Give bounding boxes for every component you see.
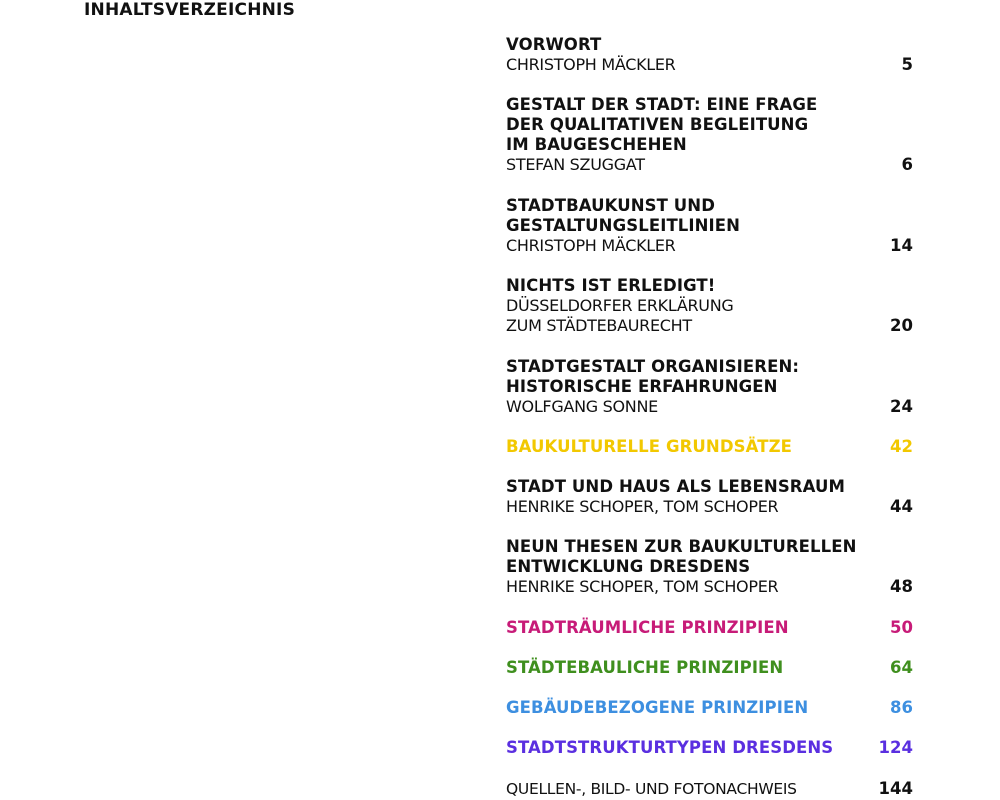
toc-entry-title: GEBÄUDEBEZOGENE PRINZIPIEN bbox=[506, 698, 809, 717]
toc-entry-title: NEUN THESEN ZUR BAUKULTURELLEN bbox=[506, 537, 857, 556]
toc-entry-page-number: 86 bbox=[890, 698, 913, 717]
toc-entry-page-number: 64 bbox=[890, 658, 913, 677]
toc-entry-title: BAUKULTURELLE GRUNDSÄTZE bbox=[506, 437, 793, 456]
toc-entry[interactable] bbox=[506, 437, 913, 457]
toc-entry-page-number: 124 bbox=[878, 738, 913, 757]
toc-entry-title: STADTBAUKUNST UND bbox=[506, 196, 716, 215]
toc-entry-title: IM BAUGESCHEHEN bbox=[506, 135, 687, 154]
toc-entry-author: HENRIKE SCHOPER, TOM SCHOPER bbox=[506, 577, 779, 596]
toc-entry[interactable] bbox=[506, 738, 913, 758]
toc-entry-page-number: 14 bbox=[890, 236, 913, 255]
toc-entry[interactable] bbox=[506, 618, 913, 638]
page-heading: INHALTSVERZEICHNIS bbox=[84, 0, 296, 20]
toc-entry[interactable] bbox=[506, 779, 913, 799]
toc-entry-page-number: 6 bbox=[901, 155, 913, 174]
toc-entry[interactable] bbox=[506, 95, 913, 175]
toc-entry[interactable] bbox=[506, 698, 913, 718]
toc-entry-title: ENTWICKLUNG DRESDENS bbox=[506, 557, 751, 576]
toc-entry-page-number: 44 bbox=[890, 497, 913, 516]
toc-entry-title: HISTORISCHE ERFAHRUNGEN bbox=[506, 377, 778, 396]
toc-entry[interactable] bbox=[506, 35, 913, 75]
toc-entry[interactable] bbox=[506, 477, 913, 517]
toc-entry-page-number: 20 bbox=[890, 316, 913, 335]
toc-entry[interactable] bbox=[506, 537, 913, 597]
toc-entry-page-number: 24 bbox=[890, 397, 913, 416]
toc-entry-title: STADT UND HAUS ALS LEBENSRAUM bbox=[506, 477, 845, 496]
toc-entry[interactable] bbox=[506, 357, 913, 417]
toc-entry-page-number: 42 bbox=[890, 437, 913, 456]
toc-entry-author: QUELLEN-, BILD- UND FOTONACHWEIS bbox=[506, 780, 797, 798]
toc-entry-title: NICHTS IST ERLEDIGT! bbox=[506, 276, 716, 295]
toc-entry-title: STADTGESTALT ORGANISIEREN: bbox=[506, 357, 800, 376]
toc-entry-title: STADTSTRUKTURTYPEN DRESDENS bbox=[506, 738, 834, 757]
toc-entry-author: WOLFGANG SONNE bbox=[506, 397, 658, 416]
toc-entry[interactable] bbox=[506, 658, 913, 678]
toc-entry-author: CHRISTOPH MÄCKLER bbox=[506, 236, 676, 255]
toc-entry-title: STÄDTEBAULICHE PRINZIPIEN bbox=[506, 658, 784, 677]
toc-entry-title: DER QUALITATIVEN BEGLEITUNG bbox=[506, 115, 809, 134]
toc-entry-page-number: 5 bbox=[901, 55, 913, 74]
toc-entry[interactable] bbox=[506, 196, 913, 256]
toc-entry-author: HENRIKE SCHOPER, TOM SCHOPER bbox=[506, 497, 779, 516]
toc-entry-page-number: 144 bbox=[878, 779, 913, 798]
toc-entry-title: GESTALTUNGSLEITLINIEN bbox=[506, 216, 741, 235]
toc-entry-title: VORWORT bbox=[506, 35, 602, 54]
toc-entry-author: STEFAN SZUGGAT bbox=[506, 155, 645, 174]
toc-entry-page-number: 50 bbox=[890, 618, 913, 637]
toc-entry[interactable] bbox=[506, 276, 913, 336]
toc-entry-author: CHRISTOPH MÄCKLER bbox=[506, 55, 676, 74]
toc-entry-page-number: 48 bbox=[890, 577, 913, 596]
toc-entry-author: ZUM STÄDTEBAURECHT bbox=[506, 316, 692, 335]
toc-entry-author: DÜSSELDORFER ERKLÄRUNG bbox=[506, 296, 734, 315]
toc-entry-title: STADTRÄUMLICHE PRINZIPIEN bbox=[506, 618, 789, 637]
toc-entry-title: GESTALT DER STADT: EINE FRAGE bbox=[506, 95, 818, 114]
